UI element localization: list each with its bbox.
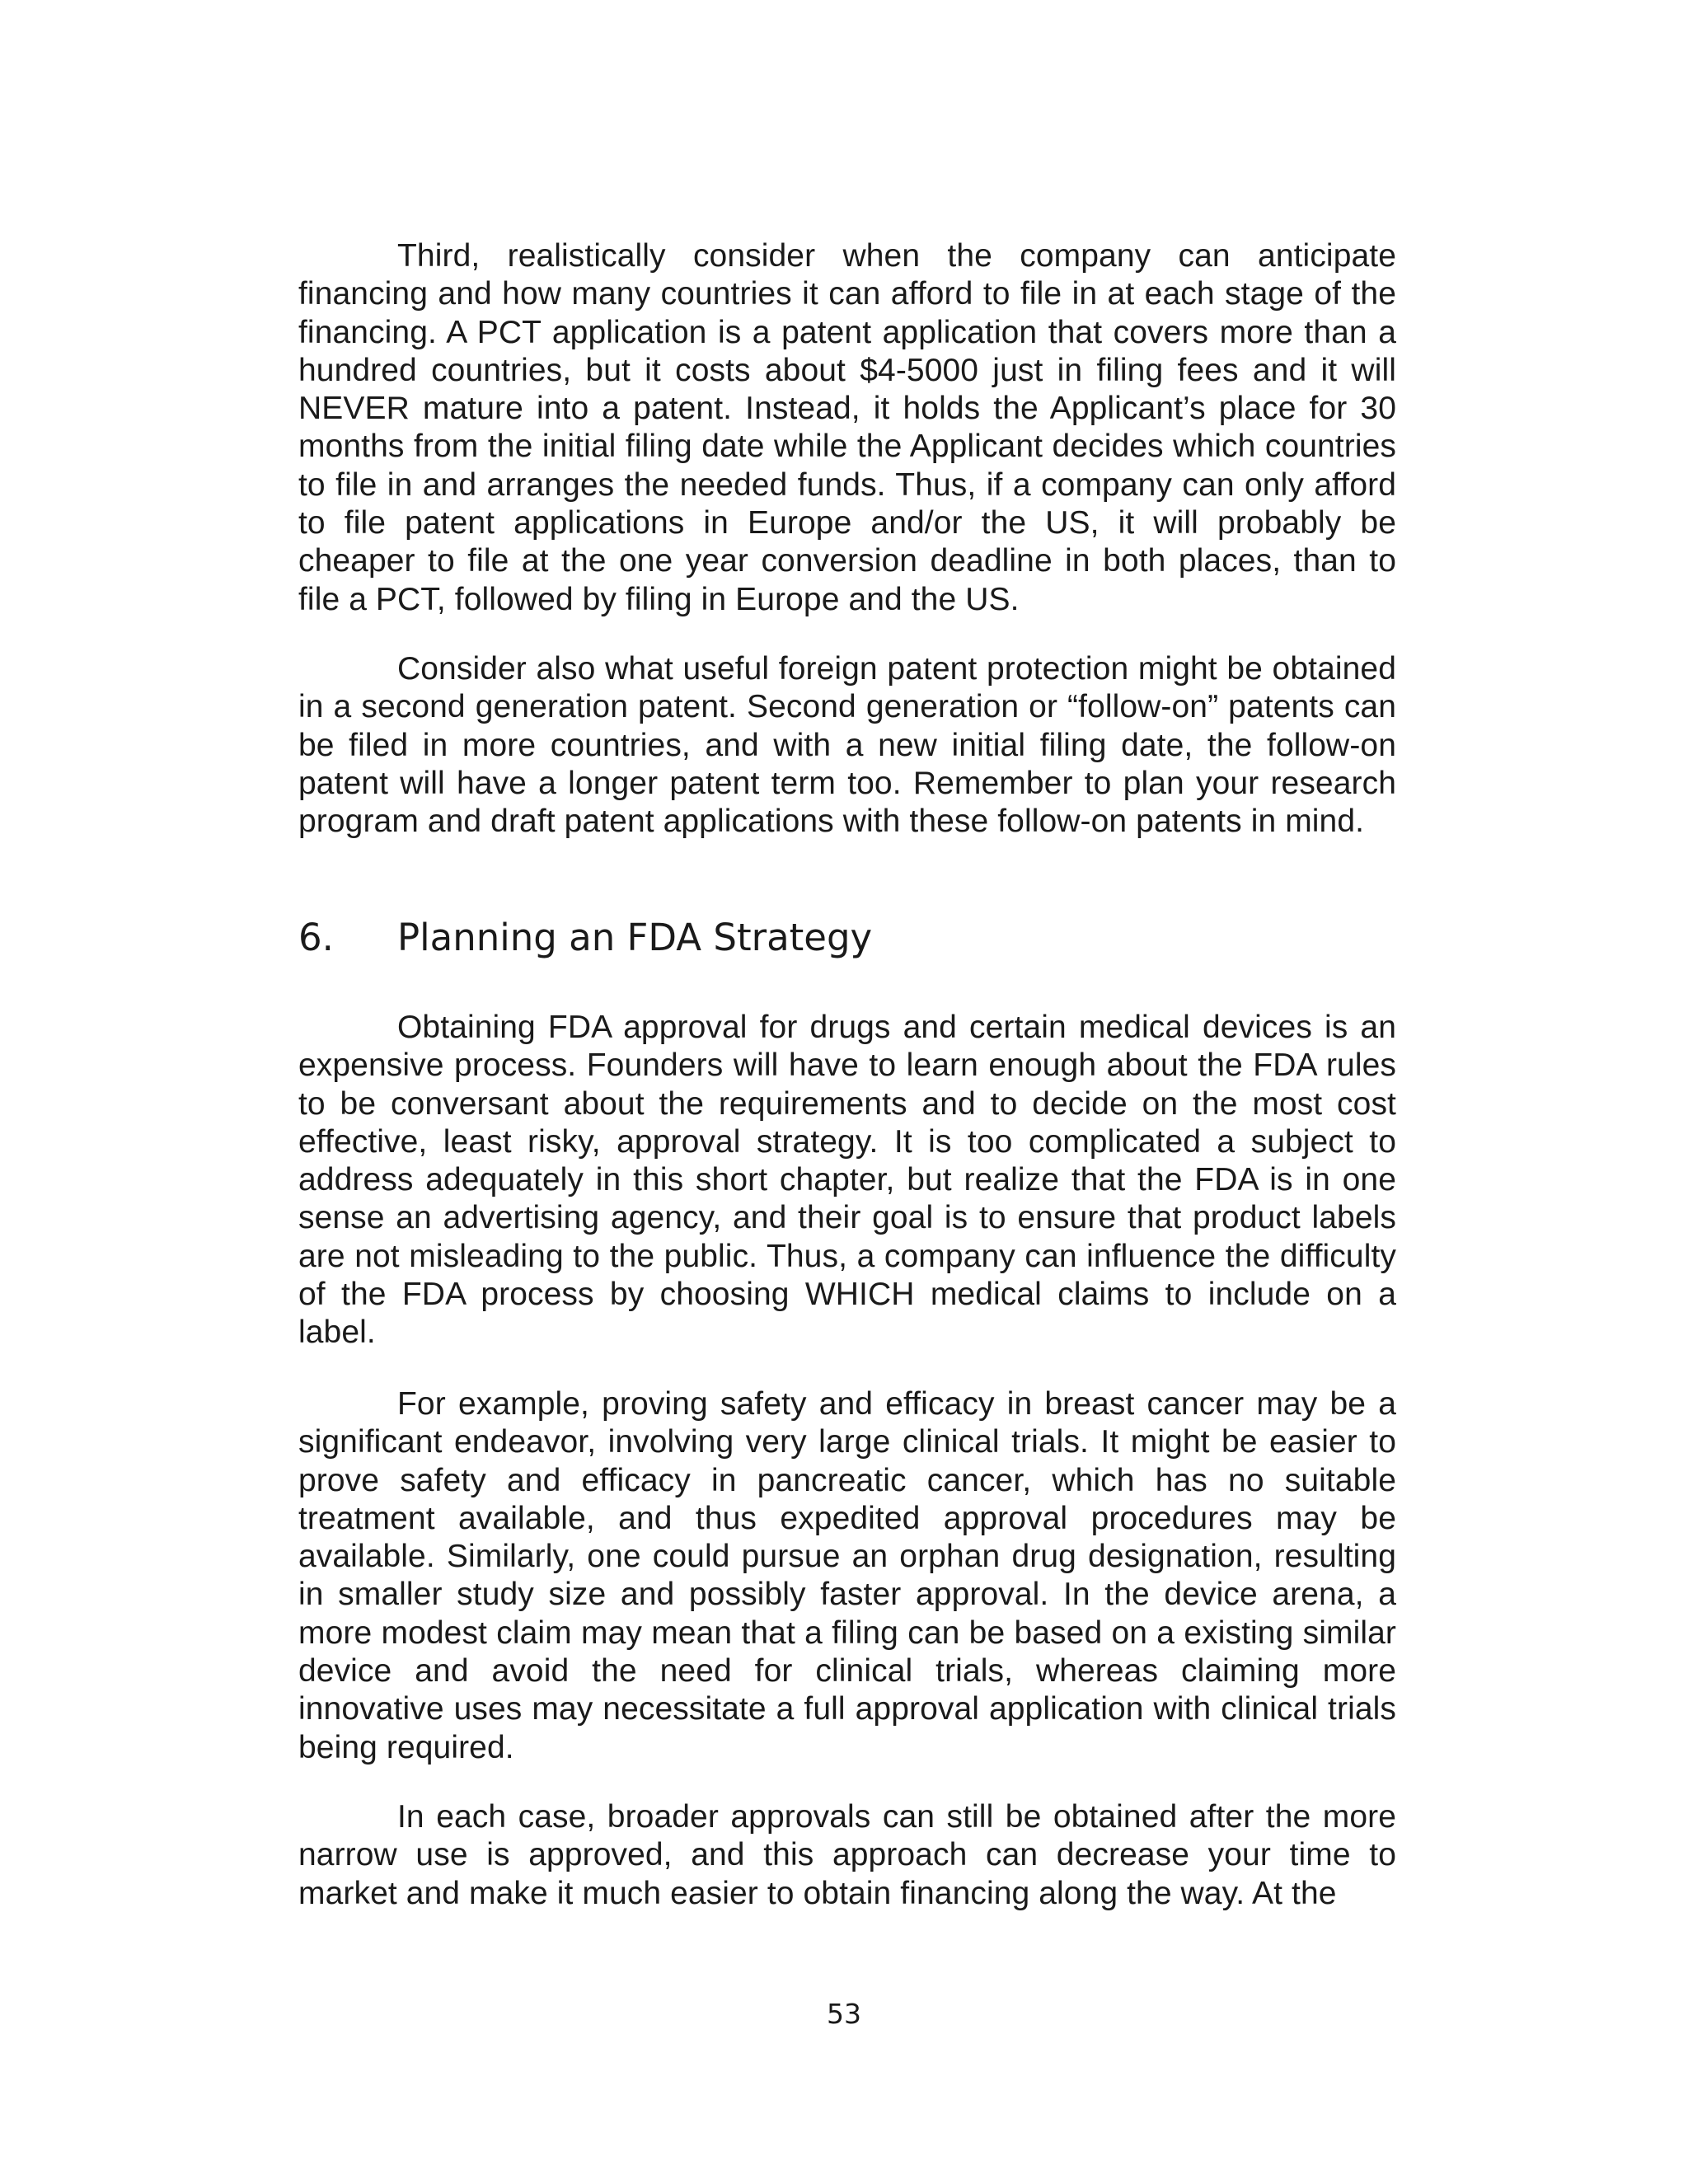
paragraph-broader-approvals: In each case, broader approvals can still be obtained after the more narrow use is approved, and this approach can decrease your time to market and make it much easier to obtain financing along the way. At the (298, 1799, 1396, 1911)
page-number: 53 (827, 1998, 861, 2030)
section-number: 6. (298, 916, 334, 959)
paragraph-fda-approval: Obtaining FDA approval for drugs and certain medical devices is an expensive process. Founders will have to learn enough about the FDA rules to be conversant about the requirements and to decide on the most cost effective, least risky, approval strategy. It is too complicated a subject to address adequately in this short chapter, but realize that the FDA is in one sense an advertising agency, and their goal is to ensure that product labels are not misleading to the public. Thus, a company can influence the difficulty of the FDA process by choosing WHICH medical claims to include on a label. (298, 1010, 1396, 1351)
section-heading (298, 913, 1396, 963)
paragraph-pct-filing: Third, realistically consider when the company can anticipate financing and how many countries it can afford to file in at each stage of the financing. A PCT application is a patent application that covers more than a hundred countries, but it costs about $4-5000 just in filing fees and it will NEVER mature into a patent. Instead, it holds the Applicant’s place for 30 months from the initial filing date while the Applicant decides which countries to file in and arranges the needed funds. Thus, if a company can only afford to file patent applications in Europe and/or the US, it will probably be cheaper to file at the one year conversion deadline in both places, than to file a PCT, followed by filing in Europe and the US. (298, 238, 1396, 617)
paragraph-example-claims: For example, proving safety and efficacy in breast cancer may be a significant endeavor, involving very large clinical trials. It might be easier to prove safety and efficacy in pancreatic cancer, which has no suitable treatment available, and thus expedited approval procedures may be available. Similarly, one could pursue an orphan drug designation, resulting in smaller study size and possibly faster approval. In the device arena, a more modest claim may mean that a filing can be based on a existing similar device and avoid the need for clinical trials, whereas claiming more innovative uses may necessitate a full approval application with clinical trials being required. (298, 1386, 1396, 1765)
section-title: Planning an FDA Strategy (397, 916, 873, 959)
paragraph-follow-on-patents: Consider also what useful foreign patent protection might be obtained in a second generation patent. Second generation or “follow-on” patents can be filed in more countries, and with a new initial filing date, the follow-on patent will have a longer patent term too. Remember to plan your research program and draft patent applications with these follow-on patents in mind. (298, 651, 1396, 840)
